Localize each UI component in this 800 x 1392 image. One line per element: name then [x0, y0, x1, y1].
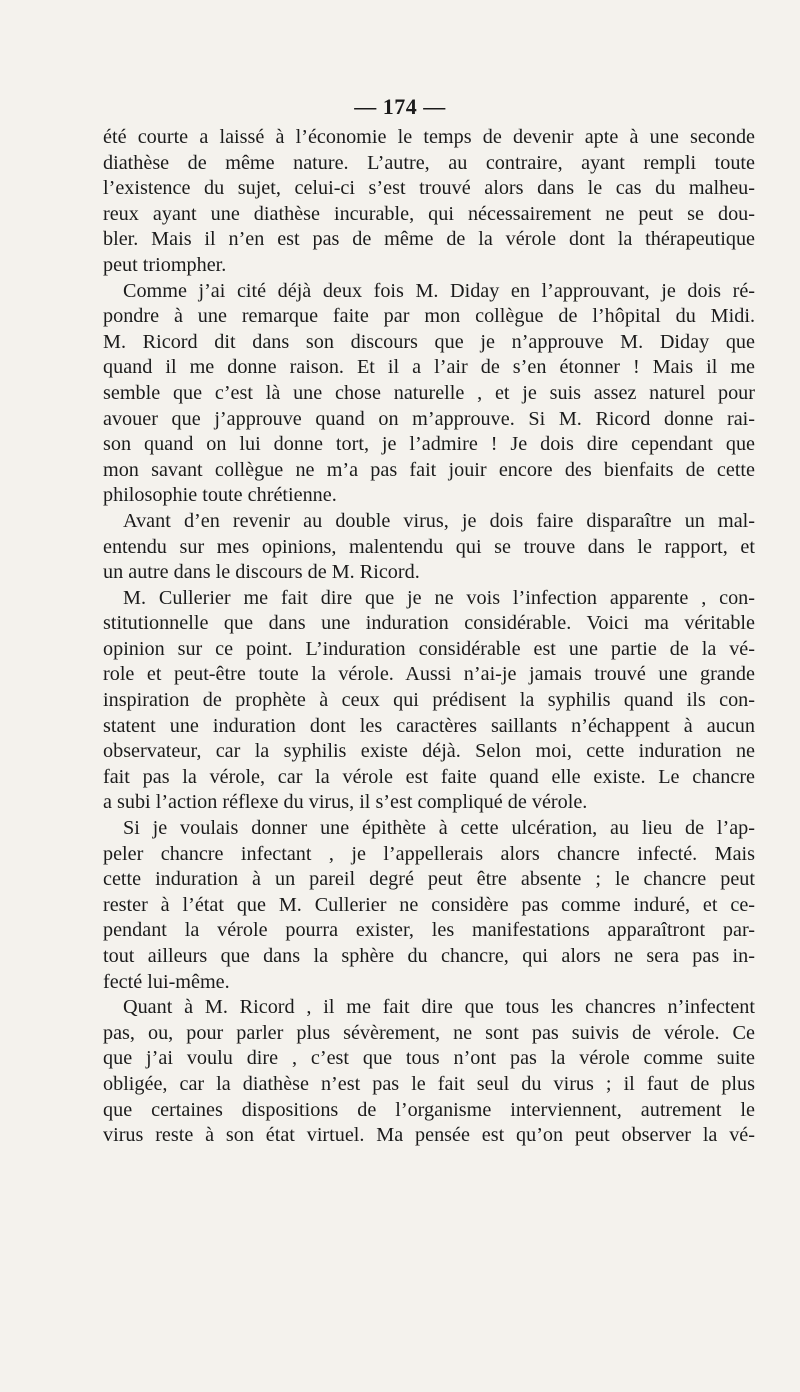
- text-line: fait pas la vérole, car la vérole est faite quand elle existe. Le chancre: [103, 765, 755, 788]
- text-line: pondre à une remarque faite par mon collègue de l’hôpital du Midi.: [103, 305, 755, 328]
- text-line: diathèse de même nature. L’autre, au contraire, ayant rempli toute: [103, 151, 755, 174]
- text-line: rester à l’état que M. Cullerier ne considère pas comme induré, et ce-: [103, 893, 755, 916]
- page-number: — 174 —: [354, 94, 446, 119]
- text-line: role et peut-être toute la vérole. Aussi n’ai-je jamais trouvé une grande: [103, 663, 755, 686]
- paragraph-2: [103, 279, 755, 509]
- text-line: philosophie toute chrétienne.: [103, 484, 337, 507]
- paragraph-3: [103, 509, 755, 586]
- text-line: cette induration à un pareil degré peut être absente ; le chancre peut: [103, 868, 755, 891]
- text-line: un autre dans le discours de M. Ricord.: [103, 561, 420, 584]
- text-line: pendant la vérole pourra exister, les manifestations apparaîtront par-: [103, 919, 755, 942]
- text-line: obligée, car la diathèse n’est pas le fait seul du virus ; il faut de plus: [103, 1072, 755, 1095]
- text-line: opinion sur ce point. L’induration considérable est une partie de la vé-: [103, 637, 755, 660]
- body-text: [103, 125, 755, 1149]
- paragraph-5: [103, 816, 755, 995]
- text-line: mon savant collègue ne m’a pas fait jouir encore des bienfaits de cette: [103, 458, 755, 481]
- text-line: Comme j’ai cité déjà deux fois M. Diday en l’approuvant, je dois ré-: [123, 279, 755, 302]
- text-line: M. Cullerier me fait dire que je ne vois l’infection apparente , con-: [123, 586, 755, 609]
- paragraph-4: [103, 586, 755, 816]
- text-line: que j’ai voulu dire , c’est que tous n’ont pas la vérole comme suite: [103, 1047, 755, 1070]
- text-line: Quant à M. Ricord , il me fait dire que tous les chancres n’infectent: [123, 996, 755, 1019]
- text-line: Avant d’en revenir au double virus, je dois faire disparaître un mal-: [123, 509, 755, 532]
- text-line: inspiration de prophète à ceux qui prédisent la syphilis quand ils con-: [103, 689, 755, 712]
- text-line: stitutionnelle que dans une induration considérable. Voici ma véritable: [103, 612, 755, 635]
- paragraph-1: [103, 125, 755, 279]
- text-line: pas, ou, pour parler plus sévèrement, ne sont pas suivis de vérole. Ce: [103, 1021, 755, 1044]
- text-line: Si je voulais donner une épithète à cette ulcération, au lieu de l’ap-: [123, 817, 755, 840]
- text-line: tout ailleurs que dans la sphère du chancre, qui alors ne sera pas in-: [103, 945, 755, 967]
- text-line: son quand on lui donne tort, je l’admire ! Je dois dire cependant que: [103, 433, 755, 456]
- text-line: statent une induration dont les caractères saillants n’échappent à aucun: [103, 714, 755, 737]
- text-line: M. Ricord dit dans son discours que je n’approuve M. Diday que: [103, 330, 755, 353]
- text-line: entendu sur mes opinions, malentendu qui se trouve dans le rapport, et: [103, 535, 755, 558]
- text-line: quand il me donne raison. Et il a l’air de s’en étonner ! Mais il me: [103, 356, 755, 379]
- text-line: peler chancre infectant , je l’appellerais alors chancre infecté. Mais: [103, 842, 755, 865]
- text-line: observateur, car la syphilis existe déjà. Selon moi, cette induration ne: [103, 740, 755, 763]
- text-line: avouer que j’approuve quand on m’approuve. Si M. Ricord donne rai-: [103, 407, 755, 430]
- text-line: que certaines dispositions de l’organisme interviennent, autrement le: [103, 1098, 755, 1121]
- text-line: a subi l’action réflexe du virus, il s’est compliqué de vérole.: [103, 791, 588, 814]
- text-line: semble que c’est là une chose naturelle , et je suis assez naturel pour: [103, 381, 755, 404]
- text-line: fecté lui-même.: [103, 970, 230, 993]
- text-line: l’existence du sujet, celui-ci s’est trouvé alors dans le cas du malheu-: [103, 177, 755, 200]
- text-line: été courte a laissé à l’économie le temps de devenir apte à une seconde: [103, 126, 755, 148]
- text-line: peut triompher.: [103, 253, 227, 276]
- text-line: reux ayant une diathèse incurable, qui nécessairement ne peut se dou-: [103, 202, 755, 225]
- paragraph-6: [103, 995, 755, 1149]
- text-line: virus reste à son état virtuel. Ma pensée est qu’on peut observer la vé-: [103, 1124, 755, 1147]
- text-line: bler. Mais il n’en est pas de même de la vérole dont la thérapeutique: [103, 228, 755, 251]
